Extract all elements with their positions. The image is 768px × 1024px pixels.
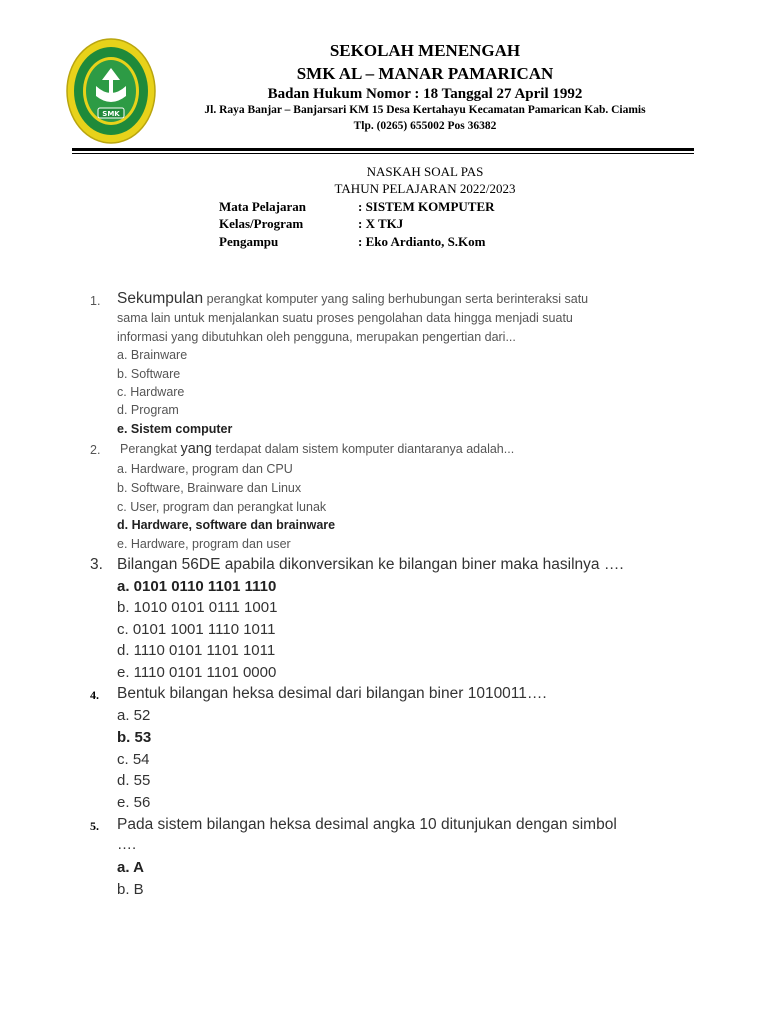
header-rule-thin xyxy=(72,153,694,154)
answer-option: a. Brainware xyxy=(117,348,188,362)
meta-label-teacher: Pengampu xyxy=(219,234,279,249)
question-text: Bilangan 56DE apabila dikonversikan ke bilangan biner maka hasilnya …. xyxy=(117,556,624,573)
meta-label-subject: Mata Pelajaran xyxy=(219,199,307,214)
answer-option: e. Hardware, program dan user xyxy=(117,537,291,551)
question-text xyxy=(117,290,588,308)
question-pre: Perangkat xyxy=(120,442,181,456)
question-text-line: informasi yang dibutuhkan oleh pengguna, merupakan pengertian dari... xyxy=(117,330,516,344)
answer-option: b. B xyxy=(117,881,144,898)
answer-option: e. 1110 0101 1101 0000 xyxy=(117,664,277,681)
question-number: 4. xyxy=(90,688,99,702)
answer-option-correct: a. 0101 0110 1101 1110 xyxy=(117,578,277,595)
question-number: 3. xyxy=(90,556,103,573)
question-number: 2. xyxy=(90,443,101,457)
school-type: SEKOLAH MENENGAH xyxy=(329,41,521,60)
question-text xyxy=(120,440,514,458)
exam-title: NASKAH SOAL PAS xyxy=(366,164,484,179)
header-rule xyxy=(72,148,694,151)
answer-option-correct: b. 53 xyxy=(117,729,152,746)
answer-option-correct: e. Sistem computer xyxy=(117,422,233,436)
meta-value-class: : X TKJ xyxy=(358,216,404,231)
answer-option: c. 54 xyxy=(117,751,150,768)
question-number: 5. xyxy=(90,819,99,833)
question-text-rest: terdapat dalam sistem komputer diantaranya adalah... xyxy=(211,442,515,456)
answer-option: a. Hardware, program dan CPU xyxy=(117,462,293,476)
question-text: Pada sistem bilangan heksa desimal angka 10 ditunjukan dengan simbol xyxy=(117,816,617,833)
school-phone: Tlp. (0265) 655002 Pos 36382 xyxy=(353,120,497,132)
answer-option: b. Software xyxy=(117,367,181,381)
logo-badge: SMK xyxy=(102,110,120,118)
question-number: 1. xyxy=(90,294,101,308)
school-name: SMK AL – MANAR PAMARICAN xyxy=(296,64,554,83)
meta-value-teacher: : Eko Ardianto, S.Kom xyxy=(358,234,486,249)
question-lead: Sekumpulan xyxy=(117,290,204,307)
question-text-rest: perangkat komputer yang saling berhubungan serta berinteraksi satu xyxy=(203,292,589,306)
question-text: Bentuk bilangan heksa desimal dari bilangan biner 1010011…. xyxy=(117,685,547,702)
answer-option: c. Hardware xyxy=(117,385,185,399)
answer-option-correct: a. A xyxy=(117,859,144,876)
school-year: TAHUN PELAJARAN 2022/2023 xyxy=(334,181,516,196)
answer-option: d. 55 xyxy=(117,772,151,789)
meta-value-subject: : SISTEM KOMPUTER xyxy=(358,199,495,214)
question-lead: yang xyxy=(180,441,212,457)
answer-option: d. 1110 0101 1101 1011 xyxy=(117,642,276,659)
question-text-line: sama lain untuk menjalankan suatu proses pengolahan data hingga menjadi suatu xyxy=(117,311,573,325)
school-logo xyxy=(66,38,156,144)
answer-option: c. User, program dan perangkat lunak xyxy=(117,500,327,514)
answer-option: e. 56 xyxy=(117,794,151,811)
answer-option: b. Software, Brainware dan Linux xyxy=(117,481,302,495)
answer-option: c. 0101 1001 1110 1011 xyxy=(117,621,276,638)
answer-option: d. Program xyxy=(117,403,179,417)
answer-option-correct: d. Hardware, software dan brainware xyxy=(117,518,336,532)
answer-option: b. 1010 0101 0111 1001 xyxy=(117,599,278,616)
school-address: Jl. Raya Banjar – Banjarsari KM 15 Desa Kertahayu Kecamatan Pamarican Kab. Ciamis xyxy=(204,104,646,116)
legal-info: Badan Hukum Nomor : 18 Tanggal 27 April 1992 xyxy=(267,86,583,102)
meta-label-class: Kelas/Program xyxy=(219,216,304,231)
question-text-line: …. xyxy=(117,836,137,853)
answer-option: a. 52 xyxy=(117,707,151,724)
